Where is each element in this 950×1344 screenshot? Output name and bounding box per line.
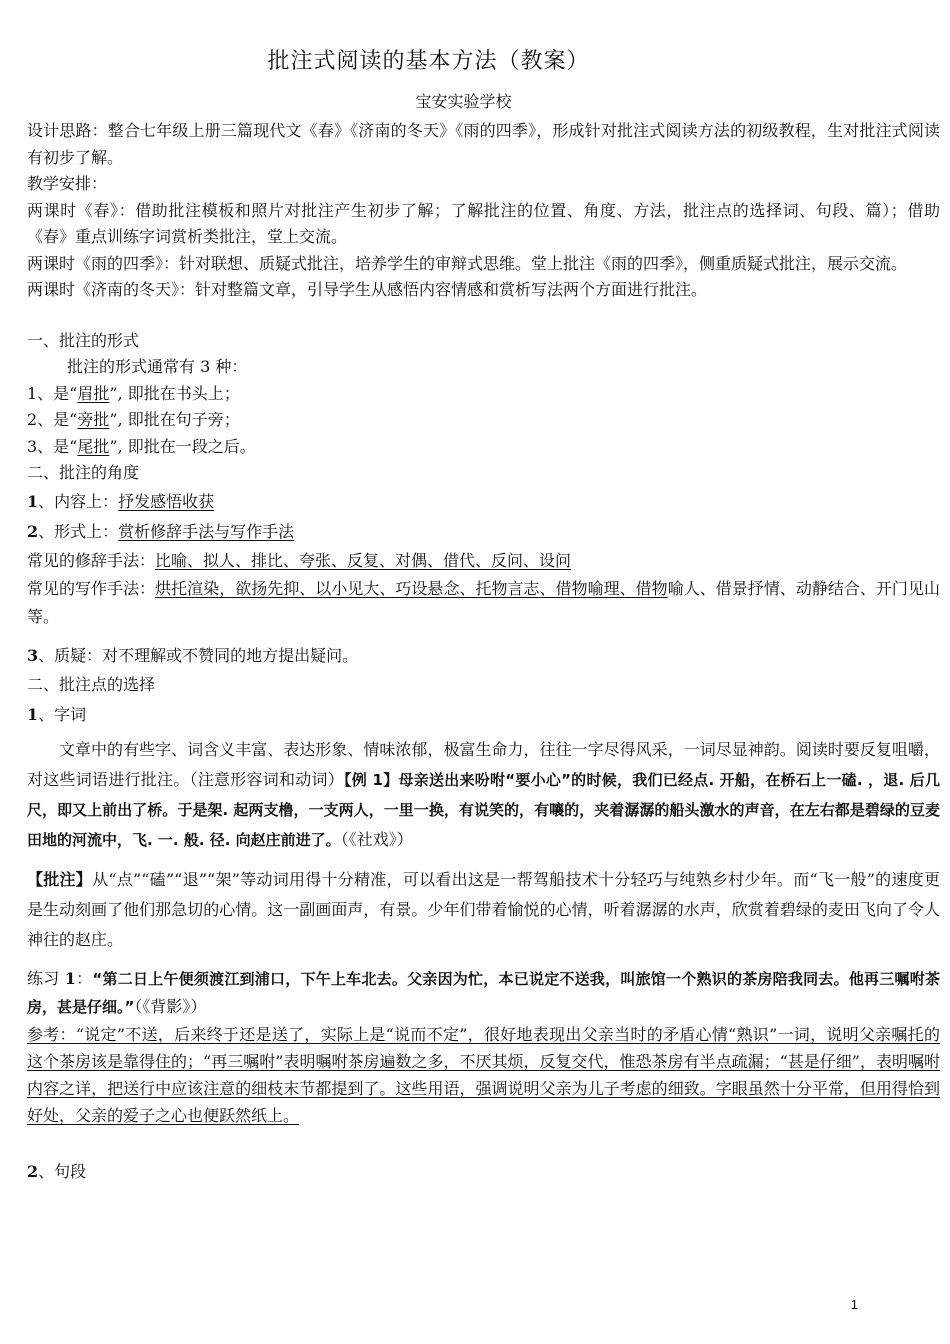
exercise-1-reference: 参考：“说定”不送，后来终于还是送了，实际上是“说而不定”，很好地表现出父亲当时的矛盾心情“熟识”一词，说明父亲嘱托的这个茶房该是靠得住的；“再三嘱咐”表明嘱咐茶房遍数之多，不厌其烦，反复交代，惟恐茶房有半点疏漏；“甚是仔细”，表明嘱咐内容之详，把送行中应该注意的细枝末节都提到了。这些用语，强调说明父亲为儿子考虑的细致。字眼虽然十分平常，但用得恰到好处，父亲的爱子之心也便跃然纸上。 — [27, 1024, 940, 1125]
design-idea: 设计思路：整合七年级上册三篇现代文《春》《济南的冬天》《雨的四季》，形成针对批注式阅读方法的初级教程，生对批注式阅读有初步了解。 — [27, 121, 940, 167]
annotation-paragraph: 【批注】从“点”“磕”“退”“架”等动词用得十分精准，可以看出这是一帮驾船技术十分轻巧与纯熟乡村少年。而“飞一般”的速度更是生动刻画了他们那急切的心情。这一副画面声，有景。少年们带着愉悦的心情，听着潺潺的水声，欣赏着碧绿的麦田飞向了令人神往的赵庄。 — [27, 869, 940, 949]
writing-techniques: 常见的写作手法：烘托渲染，欲扬先抑、以小见大、巧设悬念、托物言志、借物喻理、借物喻人、借景抒情、动静结合、开门见山等。 — [27, 578, 940, 626]
section-forms-heading: 一、批注的形式 — [27, 330, 140, 350]
angle-form: 2、形式上：赏析修辞手法与写作手法 — [27, 521, 295, 541]
arrangement-rain: 两课时《雨的四季》：针对联想、质疑式批注，培养学生的审辩式思维。堂上批注《雨的四季》，侧重质疑式批注，展示交流。 — [27, 253, 908, 273]
angle-content: 1、内容上：抒发感悟收获 — [27, 491, 215, 511]
arrangement-spring: 两课时《春》：借助批注模板和照片对批注产生初步了解；了解批注的位置、角度、方法，批注点的选择词、句段、篇）；借助《春》重点训练字词赏析类批注，堂上交流。 — [27, 200, 940, 246]
section-angles-heading: 二、批注的角度 — [27, 463, 140, 482]
form-item: 2、是“旁批”, 即批在句子旁； — [27, 410, 240, 429]
forms-intro: 批注的形式通常有 3 种： — [67, 357, 248, 376]
school-name: 宝安实验学校 — [415, 92, 512, 111]
example-paragraph: 文章中的有些字、词含义丰富、表达形象、情味浓郁，极富生命力，往往一字尽得风采，一词尽显神韵。阅读时要反复咀嚼，对这些词语进行批注。（注意形容词和动词）【例 1】母亲送出来吩咐“要小心”的时候，我们已经点. 开船，在桥石上一磕. ，退. 后几尺，即又上前出了桥。于是架. 起两支橹，一支两人，一里一换，有说笑的，有嚷的，夹着潺潺的船头激水的声音，在左右都是碧绿的豆麦田地的河流中，飞. 一. 般. 径. 向赵庄前进了。（《社戏》） — [27, 739, 940, 849]
rhetoric-devices: 常见的修辞手法：比喻、拟人、排比、夸张、反复、对偶、借代、反问、设问 — [27, 550, 572, 570]
page-title: 批注式阅读的基本方法（教案） — [267, 49, 590, 74]
form-item: 1、是“眉批”, 即批在书头上； — [27, 383, 240, 403]
arrangement-jinan: 两课时《济南的冬天》：针对整篇文章，引导学生从感悟内容情感和赏析写法两个方面进行批注。 — [27, 280, 708, 299]
document-page — [27, 40, 940, 1185]
section-choice-heading: 二、批注点的选择 — [27, 674, 156, 694]
form-item: 3、是“尾批”, 即批在一段之后。 — [27, 436, 256, 456]
exercise-1: 练习 1：“第二日上午便须渡江到浦口，下午上车北去。父亲因为忙，本已说定不送我，叫旅馆一个熟识的茶房陪我同去。他再三嘱咐茶房，甚是仔细。”（《背影》） — [27, 968, 940, 1016]
angle-question: 3、质疑：对不理解或不赞同的地方提出疑问。 — [27, 645, 359, 665]
choice-words-heading: 1、字词 — [27, 704, 87, 724]
page-number: 1 — [850, 1297, 858, 1312]
arrangement-label: 教学安排： — [27, 174, 108, 193]
choice-sentences-heading: 2、句段 — [27, 1161, 87, 1181]
